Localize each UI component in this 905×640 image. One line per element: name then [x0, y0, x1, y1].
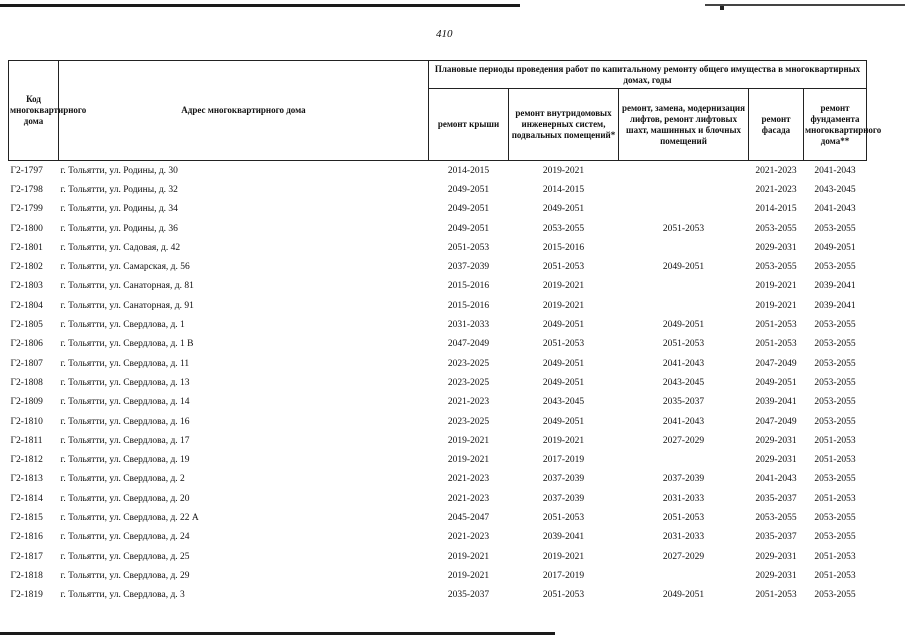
cell-foundation: 2051-2053 — [814, 570, 856, 581]
table-row — [9, 335, 867, 354]
cell-lifts: 2031-2033 — [662, 532, 705, 543]
cell-roof: 2023-2025 — [447, 358, 490, 369]
cell-engineering: 2049-2051 — [542, 416, 585, 427]
cell-foundation: 2043-2045 — [814, 184, 856, 195]
cell-address: г. Тольятти, ул. Родины, д. 30 — [59, 161, 429, 181]
cell-roof: 2019-2021 — [447, 551, 490, 562]
cell-engineering: 2019-2021 — [509, 161, 619, 181]
cell-address: г. Тольятти, ул. Свердлова, д. 20 — [60, 493, 190, 504]
cell-address: г. Тольятти, ул. Свердлова, д. 25 — [60, 551, 190, 562]
cell-lifts: 2031-2033 — [662, 493, 705, 504]
cell-foundation: 2039-2041 — [814, 281, 856, 292]
cell-facade: 2051-2053 — [755, 339, 797, 350]
header-foundation: ремонт фундамента многоквартирного дома** — [804, 89, 867, 161]
cell-address: г. Тольятти, ул. Родины, д. 32 — [60, 184, 178, 195]
cell-code: Г2-1806 — [10, 339, 43, 350]
cell-engineering: 2049-2051 — [542, 377, 585, 388]
cell-code: Г2-1818 — [10, 570, 43, 581]
cell-foundation: 2053-2055 — [814, 474, 856, 485]
cell-code: Г2-1797 — [9, 161, 59, 181]
cell-roof: 2019-2021 — [447, 570, 490, 581]
cell-engineering: 2015-2016 — [542, 242, 585, 253]
header-periods-group: Плановые периоды проведения работ по капитальному ремонту общего имущества в многоквартирных домах, годы — [429, 61, 867, 89]
cell-facade: 2021-2023 — [749, 161, 804, 181]
top-scan-mark — [705, 4, 905, 6]
cell-foundation: 2041-2043 — [804, 161, 867, 181]
table-row — [9, 161, 867, 181]
cell-roof: 2023-2025 — [447, 377, 490, 388]
cell-foundation: 2053-2055 — [814, 358, 856, 369]
cell-foundation: 2053-2055 — [814, 590, 856, 601]
table-row — [9, 489, 867, 508]
cell-roof: 2051-2053 — [447, 242, 490, 253]
cell-foundation: 2049-2051 — [814, 242, 856, 253]
cell-engineering: 2049-2051 — [542, 204, 585, 215]
cell-code: Г2-1800 — [10, 223, 43, 234]
table-row — [9, 547, 867, 566]
table-row — [9, 373, 867, 392]
cell-address: г. Тольятти, ул. Свердлова, д. 3 — [60, 590, 185, 601]
cell-address: г. Тольятти, ул. Свердлова, д. 1 В — [60, 339, 194, 350]
cell-lifts — [619, 180, 749, 199]
cell-foundation: 2053-2055 — [814, 512, 856, 523]
cell-foundation: 2051-2053 — [814, 493, 856, 504]
table-row — [9, 180, 867, 199]
table-row — [9, 508, 867, 527]
cell-facade: 2053-2055 — [755, 262, 797, 273]
cell-address: г. Тольятти, ул. Свердлова, д. 11 — [60, 358, 190, 369]
cell-engineering: 2019-2021 — [542, 281, 585, 292]
table-row — [9, 412, 867, 431]
table-row — [9, 431, 867, 450]
cell-roof: 2045-2047 — [447, 512, 490, 523]
cell-code: Г2-1817 — [10, 551, 43, 562]
cell-code: Г2-1808 — [10, 377, 43, 388]
cell-address: г. Тольятти, ул. Свердлова, д. 24 — [60, 532, 190, 543]
cell-facade: 2029-2031 — [755, 455, 797, 466]
table-row — [9, 200, 867, 219]
cell-roof: 2031-2033 — [447, 320, 490, 331]
cell-engineering: 2019-2021 — [542, 551, 585, 562]
header-lifts: ремонт, замена, модернизация лифтов, ремонт лифтовых шахт, машинных и блочных помещений — [619, 89, 749, 161]
cell-roof: 2021-2023 — [447, 397, 490, 408]
cell-roof: 2037-2039 — [447, 262, 490, 273]
header-facade: ремонт фасада — [749, 89, 804, 161]
cell-facade: 2051-2053 — [755, 320, 797, 331]
cell-code: Г2-1811 — [10, 435, 43, 446]
cell-lifts — [619, 450, 749, 469]
cell-engineering: 2051-2053 — [542, 339, 585, 350]
table-row — [9, 296, 867, 315]
cell-code: Г2-1802 — [10, 262, 43, 273]
cell-roof: 2015-2016 — [447, 281, 490, 292]
cell-engineering: 2019-2021 — [542, 300, 585, 311]
cell-roof: 2014-2015 — [429, 161, 509, 181]
cell-facade: 2029-2031 — [755, 570, 797, 581]
cell-code: Г2-1816 — [10, 532, 43, 543]
cell-lifts: 2051-2053 — [662, 223, 705, 234]
cell-engineering: 2053-2055 — [542, 223, 585, 234]
cell-engineering: 2049-2051 — [542, 320, 585, 331]
cell-foundation: 2053-2055 — [814, 339, 856, 350]
cell-engineering: 2037-2039 — [542, 493, 585, 504]
cell-roof: 2047-2049 — [447, 339, 490, 350]
cell-foundation: 2051-2053 — [814, 551, 856, 562]
cell-roof: 2021-2023 — [447, 474, 490, 485]
cell-lifts: 2051-2053 — [662, 339, 705, 350]
cell-address: г. Тольятти, ул. Свердлова, д. 22 А — [60, 512, 199, 523]
cell-roof: 2049-2051 — [447, 204, 490, 215]
cell-roof: 2049-2051 — [447, 184, 490, 195]
cell-address: г. Тольятти, ул. Санаторная, д. 81 — [60, 281, 194, 292]
cell-facade: 2019-2021 — [755, 300, 797, 311]
cell-roof: 2019-2021 — [447, 455, 490, 466]
table-body — [9, 161, 867, 605]
cell-engineering: 2051-2053 — [542, 262, 585, 273]
table-row — [9, 257, 867, 276]
cell-lifts: 2051-2053 — [662, 512, 705, 523]
table-row — [9, 586, 867, 605]
cell-roof: 2049-2051 — [447, 223, 490, 234]
top-scan-dot — [720, 6, 724, 10]
cell-facade: 2047-2049 — [755, 358, 797, 369]
cell-code: Г2-1815 — [10, 512, 43, 523]
cell-address: г. Тольятти, ул. Свердлова, д. 2 — [60, 474, 185, 485]
cell-facade: 2029-2031 — [755, 551, 797, 562]
cell-code: Г2-1807 — [10, 358, 43, 369]
cell-code: Г2-1801 — [10, 242, 43, 253]
cell-address: г. Тольятти, ул. Родины, д. 34 — [60, 204, 178, 215]
cell-code: Г2-1813 — [10, 474, 43, 485]
cell-lifts: 2049-2051 — [662, 320, 705, 331]
cell-lifts — [619, 277, 749, 296]
cell-code: Г2-1812 — [10, 455, 43, 466]
table-row — [9, 450, 867, 469]
cell-code: Г2-1814 — [10, 493, 43, 504]
cell-code: Г2-1809 — [10, 397, 43, 408]
cell-engineering: 2039-2041 — [542, 532, 585, 543]
table-row — [9, 470, 867, 489]
cell-code: Г2-1805 — [10, 320, 43, 331]
table-row — [9, 277, 867, 296]
table-row — [9, 528, 867, 547]
cell-engineering: 2049-2051 — [542, 358, 585, 369]
cell-facade: 2039-2041 — [755, 397, 797, 408]
cell-foundation: 2053-2055 — [814, 320, 856, 331]
cell-facade: 2041-2043 — [755, 474, 797, 485]
cell-lifts — [619, 238, 749, 257]
cell-roof: 2021-2023 — [447, 532, 490, 543]
cell-code: Г2-1799 — [10, 204, 43, 215]
cell-lifts: 2027-2029 — [662, 551, 705, 562]
cell-foundation: 2051-2053 — [814, 435, 856, 446]
cell-facade: 2029-2031 — [755, 435, 797, 446]
cell-facade: 2029-2031 — [755, 242, 797, 253]
cell-facade: 2014-2015 — [755, 204, 797, 215]
table-row — [9, 315, 867, 334]
cell-facade: 2035-2037 — [755, 493, 797, 504]
cell-address: г. Тольятти, ул. Свердлова, д. 16 — [60, 416, 190, 427]
cell-facade: 2019-2021 — [755, 281, 797, 292]
cell-facade: 2053-2055 — [755, 512, 797, 523]
cell-address: г. Тольятти, ул. Свердлова, д. 17 — [60, 435, 190, 446]
bottom-scan-rule — [0, 632, 555, 635]
cell-foundation: 2041-2043 — [814, 204, 856, 215]
header-roof: ремонт крыши — [429, 89, 509, 161]
cell-roof: 2035-2037 — [447, 590, 490, 601]
cell-lifts: 2027-2029 — [662, 435, 705, 446]
cell-facade: 2047-2049 — [755, 416, 797, 427]
cell-facade: 2051-2053 — [755, 590, 797, 601]
table-row — [9, 219, 867, 238]
header-address: Адрес многоквартирного дома — [59, 61, 429, 161]
cell-facade: 2021-2023 — [755, 184, 797, 195]
cell-code: Г2-1810 — [10, 416, 43, 427]
cell-address: г. Тольятти, ул. Свердлова, д. 29 — [60, 570, 190, 581]
cell-engineering: 2014-2015 — [542, 184, 585, 195]
cell-address: г. Тольятти, ул. Свердлова, д. 19 — [60, 455, 190, 466]
repair-schedule-table — [8, 60, 882, 605]
cell-foundation: 2053-2055 — [814, 416, 856, 427]
cell-roof: 2021-2023 — [447, 493, 490, 504]
table-row — [9, 566, 867, 585]
cell-lifts: 2035-2037 — [662, 397, 705, 408]
cell-lifts — [619, 200, 749, 219]
cell-address: г. Тольятти, ул. Свердлова, д. 14 — [60, 397, 190, 408]
cell-address: г. Тольятти, ул. Садовая, д. 42 — [60, 242, 181, 253]
cell-lifts: 2041-2043 — [662, 416, 705, 427]
cell-address: г. Тольятти, ул. Свердлова, д. 13 — [60, 377, 190, 388]
cell-roof: 2023-2025 — [447, 416, 490, 427]
top-scan-rule — [0, 4, 520, 7]
cell-foundation: 2053-2055 — [814, 397, 856, 408]
cell-engineering: 2017-2019 — [542, 570, 585, 581]
cell-foundation: 2051-2053 — [814, 455, 856, 466]
cell-foundation: 2053-2055 — [814, 223, 856, 234]
cell-lifts: 2043-2045 — [662, 377, 705, 388]
cell-engineering: 2017-2019 — [542, 455, 585, 466]
cell-lifts — [619, 296, 749, 315]
cell-address: г. Тольятти, ул. Самарская, д. 56 — [60, 262, 190, 273]
cell-engineering: 2043-2045 — [542, 397, 585, 408]
cell-lifts — [619, 566, 749, 585]
table-header — [9, 61, 882, 161]
cell-code: Г2-1803 — [10, 281, 43, 292]
cell-facade: 2035-2037 — [755, 532, 797, 543]
cell-address: г. Тольятти, ул. Свердлова, д. 1 — [60, 320, 185, 331]
table-row — [9, 393, 867, 412]
cell-code: Г2-1798 — [10, 184, 43, 195]
cell-foundation: 2053-2055 — [814, 262, 856, 273]
cell-roof: 2015-2016 — [447, 300, 490, 311]
cell-facade: 2049-2051 — [755, 377, 797, 388]
cell-address: г. Тольятти, ул. Родины, д. 36 — [60, 223, 178, 234]
cell-code: Г2-1819 — [10, 590, 43, 601]
cell-foundation: 2053-2055 — [814, 532, 856, 543]
header-code: Код многоквартирного дома — [9, 61, 59, 161]
cell-foundation: 2039-2041 — [814, 300, 856, 311]
page-number: 410 — [436, 28, 453, 40]
cell-lifts: 2037-2039 — [662, 474, 705, 485]
cell-code: Г2-1804 — [10, 300, 43, 311]
header-engineering: ремонт внутридомовых инженерных систем, подвальных помещений* — [509, 89, 619, 161]
cell-facade: 2053-2055 — [755, 223, 797, 234]
cell-engineering: 2019-2021 — [542, 435, 585, 446]
cell-lifts: 2041-2043 — [662, 358, 705, 369]
cell-lifts: 2049-2051 — [662, 262, 705, 273]
table-row — [9, 354, 867, 373]
cell-engineering: 2037-2039 — [542, 474, 585, 485]
cell-engineering: 2051-2053 — [542, 590, 585, 601]
cell-engineering: 2051-2053 — [542, 512, 585, 523]
cell-lifts — [619, 161, 749, 181]
cell-roof: 2019-2021 — [447, 435, 490, 446]
cell-lifts: 2049-2051 — [662, 590, 705, 601]
cell-foundation: 2053-2055 — [814, 377, 856, 388]
cell-address: г. Тольятти, ул. Санаторная, д. 91 — [60, 300, 194, 311]
table-row — [9, 238, 867, 257]
